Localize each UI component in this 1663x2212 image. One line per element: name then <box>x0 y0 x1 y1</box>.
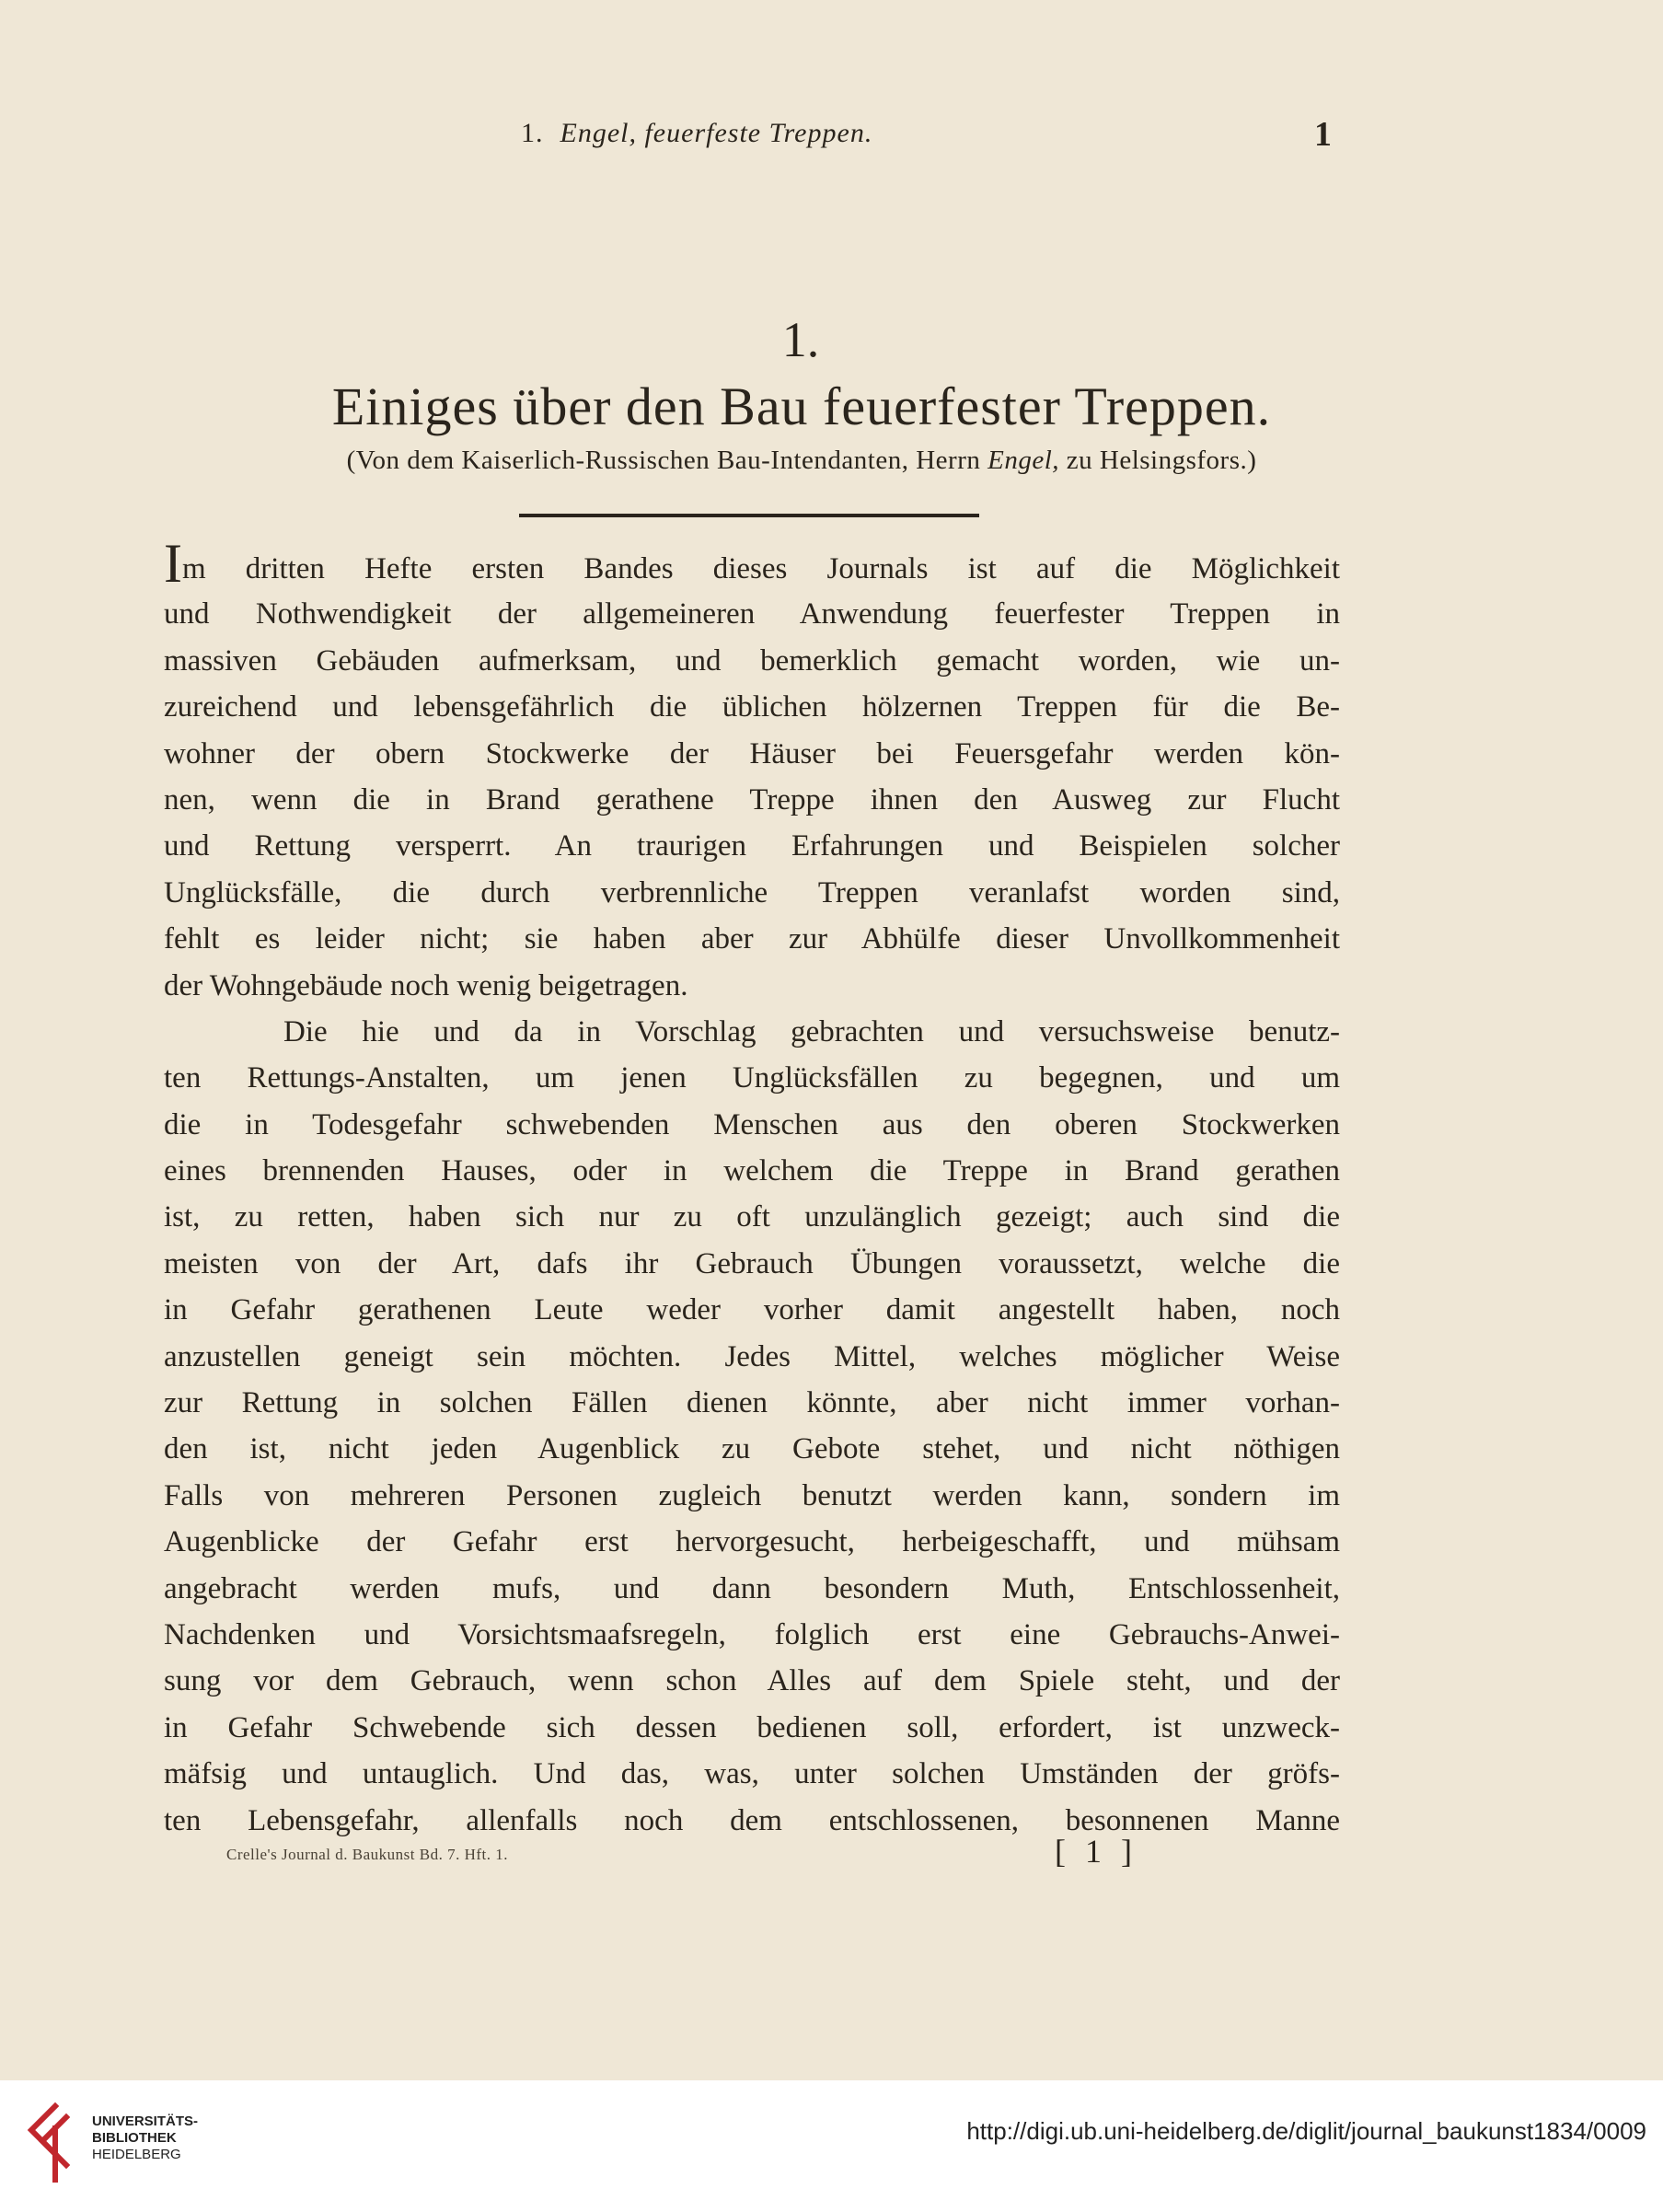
article-title: Einiges über den Bau feuerfester Treppen. <box>331 376 1272 436</box>
body-line: mäfsig und untauglich. Und das, was, unter solchen Umständen der gröfs- <box>164 1757 1340 1791</box>
body-line: massiven Gebäuden aufmerksam, und bemerklich gemacht worden, wie un- <box>164 643 1340 677</box>
body-line: und Rettung versperrt. An traurigen Erfahrungen und Beispielen solcher <box>164 829 1340 863</box>
body-line: Nachdenken und Vorsichtsmaafsregeln, folglich erst eine Gebrauchs-Anwei- <box>164 1617 1340 1651</box>
running-head-number: 1. <box>521 118 544 148</box>
body-line: Unglücksfälle, die durch verbrennliche Treppen veranlafst worden sind, <box>164 875 1340 909</box>
body-line: zureichend und lebensgefährlich die üblichen hölzernen Treppen für die Be- <box>164 690 1340 724</box>
body-line: die in Todesgefahr schwebenden Menschen aus den oberen Stockwerken <box>164 1107 1340 1141</box>
body-line: den ist, nicht jeden Augenblick zu Gebote stehet, und nicht nöthigen <box>164 1432 1340 1466</box>
running-head-title <box>521 118 872 149</box>
source-url[interactable]: http://digi.ub.uni-heidelberg.de/diglit/journal_baukunst1834/0009 <box>966 2117 1646 2145</box>
body-line: anzustellen geneigt sein möchten. Jedes Mittel, welches möglicher Weise <box>164 1339 1340 1373</box>
library-name-line2: BIBLIOTHEK <box>92 2130 177 2146</box>
byline-suffix: zu Helsingsfors.) <box>1059 446 1257 475</box>
library-logo-icon <box>18 2101 85 2183</box>
body-line: ist, zu retten, haben sich nur zu oft unzulänglich gezeigt; auch sind die <box>164 1200 1340 1234</box>
body-line: fehlt es leider nicht; sie haben aber zur Abhülfe dieser Unvollkommenheit <box>164 922 1340 956</box>
printer-signature: Crelle's Journal d. Baukunst Bd. 7. Hft. 1. <box>226 1846 508 1863</box>
body-line: Im dritten Hefte ersten Bandes dieses Journals ist auf die Möglichkeit <box>164 533 1340 594</box>
body-line: angebracht werden mufs, und dann besondern Muth, Entschlossenheit, <box>164 1571 1340 1605</box>
page-number: 1 <box>1314 115 1332 154</box>
sheet-mark: [ 1 ] <box>1055 1833 1138 1870</box>
article-number: 1. <box>781 312 820 367</box>
body-line: ten Lebensgefahr, allenfalls noch dem entschlossenen, besonnenen Manne <box>164 1803 1340 1837</box>
body-line: meisten von der Art, dafs ihr Gebrauch Übungen voraussetzt, welche die <box>164 1246 1340 1280</box>
byline-prefix: (Von dem Kaiserlich-Russischen Bau-Intendanten, Herrn <box>346 446 988 475</box>
body-line: Augenblicke der Gefahr erst hervorgesucht, herbeigeschafft, und mühsam <box>164 1525 1340 1559</box>
body-line: und Nothwendigkeit der allgemeineren Anwendung feuerfester Treppen in <box>164 597 1340 631</box>
byline <box>0 446 1603 476</box>
body-line: zur Rettung in solchen Fällen dienen könnte, aber nicht immer vorhan- <box>164 1386 1340 1420</box>
author-name: Engel, <box>987 446 1060 475</box>
running-head <box>0 115 1663 164</box>
running-head-text: Engel, feuerfeste Treppen. <box>560 118 873 148</box>
body-line: nen, wenn die in Brand gerathene Treppe ihnen den Ausweg zur Flucht <box>164 782 1340 816</box>
library-footer <box>0 2080 1663 2212</box>
library-name <box>92 2114 198 2163</box>
title-rule <box>519 514 979 517</box>
body-line: ten Rettungs-Anstalten, um jenen Unglücksfällen zu begegnen, und um <box>164 1061 1340 1095</box>
body-line: in Gefahr Schwebende sich dessen bedienen soll, erfordert, ist unzweck- <box>164 1710 1340 1744</box>
body-line: wohner der obern Stockwerke der Häuser bei Feuersgefahr werden kön- <box>164 736 1340 770</box>
library-name-line1: UNIVERSITÄTS- <box>92 2114 199 2129</box>
library-name-line3: HEIDELBERG <box>92 2147 181 2162</box>
drop-cap: I <box>164 533 182 594</box>
body-line: eines brennenden Hauses, oder in welchem die Treppe in Brand gerathen <box>164 1154 1340 1188</box>
body-line: Die hie und da in Vorschlag gebrachten und versuchsweise benutz- <box>283 1014 1340 1048</box>
body-line: in Gefahr gerathenen Leute weder vorher damit angestellt haben, noch <box>164 1293 1340 1327</box>
body-text <box>164 533 1340 1844</box>
body-line: Falls von mehreren Personen zugleich benutzt werden kann, sondern im <box>164 1478 1340 1512</box>
body-line: sung vor dem Gebrauch, wenn schon Alles auf dem Spiele steht, und der <box>164 1664 1340 1698</box>
body-line: der Wohngebäude noch wenig beigetragen. <box>164 968 688 1002</box>
